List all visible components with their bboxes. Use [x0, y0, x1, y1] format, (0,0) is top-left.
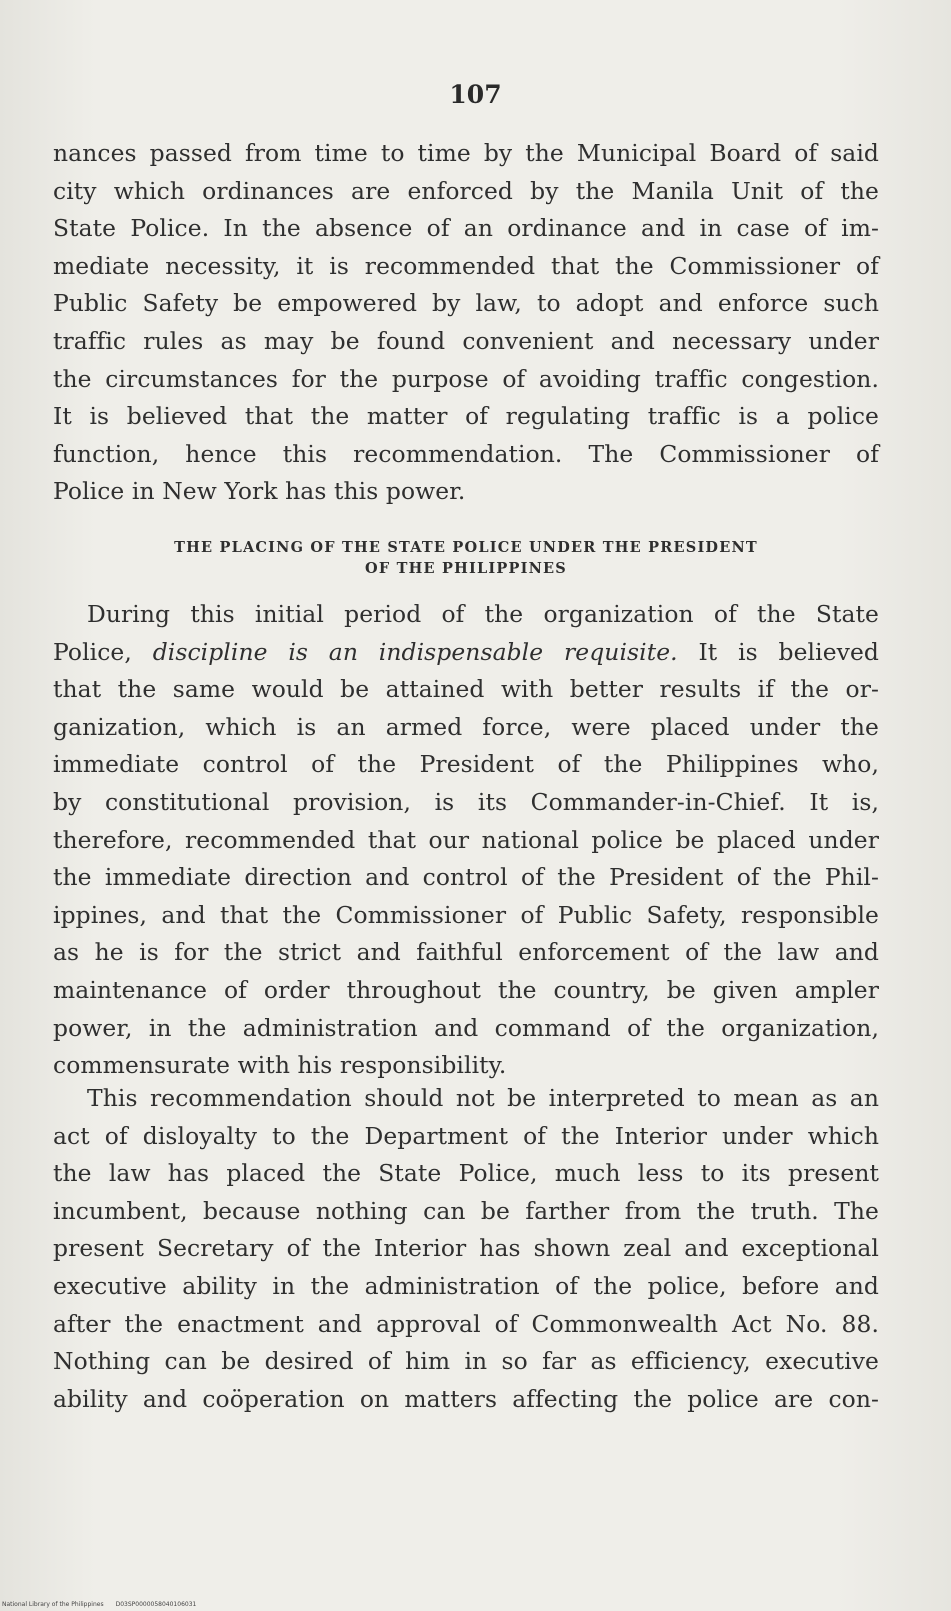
emphasized-phrase: discipline is an indispensable requisite. — [152, 637, 678, 666]
section-heading — [53, 537, 879, 579]
scan-code: D03SP0000058040106031 — [115, 1601, 197, 1608]
text-line: ippines, and that the Commissioner of Public Safety, responsible — [53, 900, 879, 929]
page-number: 107 — [449, 80, 502, 109]
text-line: Nothing can be desired of him in so far as efficiency, executive — [53, 1347, 879, 1376]
text-line: State Police. In the absence of an ordinance and in case of im- — [53, 214, 879, 243]
text-line: maintenance of order throughout the country, be given ampler — [53, 975, 879, 1004]
text-line: after the enactment and approval of Commonwealth Act No. 88. — [53, 1309, 879, 1338]
text-line: executive ability in the administration of the police, before and — [53, 1271, 879, 1300]
text-line: the law has placed the State Police, much less to its present — [53, 1159, 879, 1188]
text-line: incumbent, because nothing can be farther from the truth. The — [53, 1196, 879, 1225]
text-line: commensurate with his responsibility. — [53, 1051, 507, 1080]
text-segment: Police, — [53, 637, 153, 666]
text-line: traffic rules as may be found convenient and necessary under — [53, 326, 879, 355]
library-credit: National Library of the Philippines — [2, 1601, 104, 1608]
text-line: the immediate direction and control of the President of the Phil- — [53, 863, 879, 892]
text-line: nances passed from time to time by the Municipal Board of said — [53, 139, 879, 167]
text-line: present Secretary of the Interior has shown zeal and exceptional — [53, 1234, 879, 1263]
text-line: as he is for the strict and faithful enforcement of the law and — [53, 938, 879, 967]
text-line: During this initial period of the organization of the State — [87, 600, 879, 628]
text-line: Public Safety be empowered by law, to adopt and enforce such — [53, 289, 879, 318]
text-line: This recommendation should not be interpreted to mean as an — [87, 1084, 879, 1112]
text-line: therefore, recommended that our national police be placed under — [53, 825, 879, 854]
text-line: Police in New York has this power. — [53, 477, 466, 506]
text-line: immediate control of the President of the Philippines who, — [53, 750, 879, 779]
scan-footer — [2, 1601, 196, 1608]
text-line: that the same would be attained with better results if the or- — [53, 675, 879, 704]
section-heading-line: OF THE PHILIPPINES — [365, 560, 567, 577]
text-line: mediate necessity, it is recommended that the Commissioner of — [53, 251, 879, 280]
text-line: ability and coöperation on matters affecting the police are con- — [53, 1384, 879, 1413]
paragraph-traffic-rules — [53, 135, 879, 511]
text-line: city which ordinances are enforced by the Manila Unit of the — [53, 176, 879, 205]
text-line-with-emphasis — [53, 634, 879, 672]
text-line: act of disloyalty to the Department of the Interior under which — [53, 1121, 879, 1150]
text-line: power, in the administration and command of the organization, — [53, 1013, 879, 1042]
text-segment: It is believed — [677, 637, 879, 666]
text-line: by constitutional provision, is its Commander-in-Chief. It is, — [53, 787, 879, 816]
text-line: ganization, which is an armed force, were placed under the — [53, 712, 879, 741]
text-line: It is believed that the matter of regulating traffic is a police — [53, 402, 879, 431]
text-line: the circumstances for the purpose of avoiding traffic congestion. — [53, 364, 879, 393]
text-line: function, hence this recommendation. The Commissioner of — [53, 439, 879, 468]
section-heading-line: THE PLACING OF THE STATE POLICE UNDER THE PRESIDENT — [174, 539, 758, 556]
paragraph-discipline — [53, 596, 879, 1085]
paragraph-loyalty — [53, 1080, 879, 1418]
